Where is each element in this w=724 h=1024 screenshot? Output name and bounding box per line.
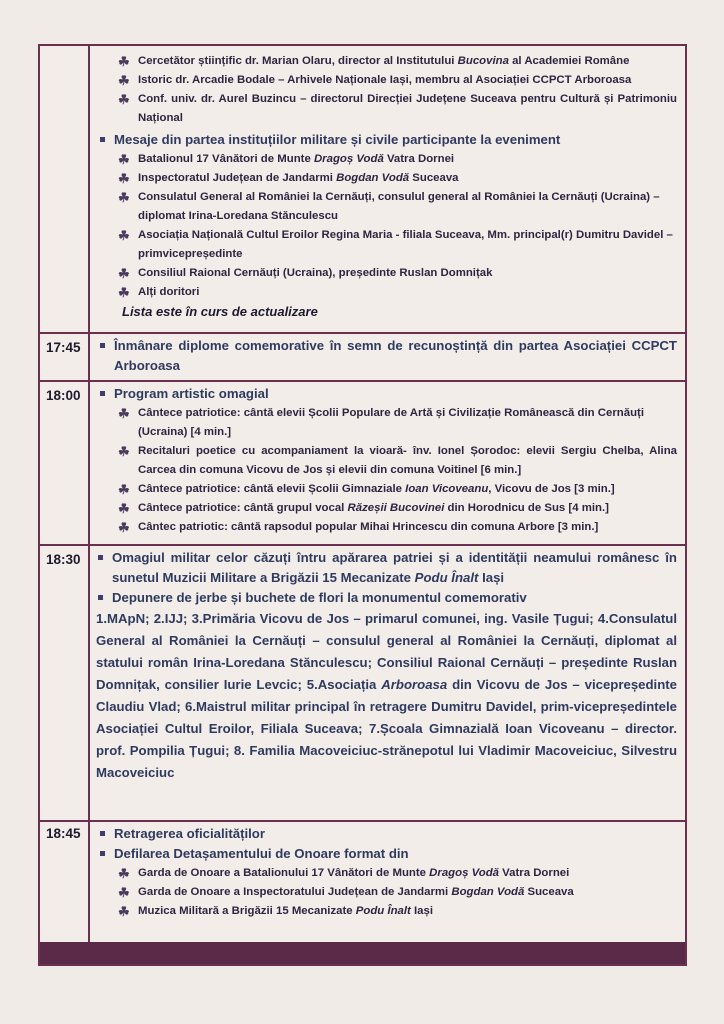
guard-2-italic: Bogdan Vodă: [451, 886, 525, 898]
tribute-item-1: [96, 548, 677, 588]
guard-2: Garda de Onoare a Inspectoratului Județean de Jandarmi: [138, 886, 452, 898]
scroll-bullet-icon: ☘: [118, 54, 130, 69]
tribute-italic: Podu Înalt: [414, 570, 479, 585]
artistic-item-1: Cântece patriotice: cântă elevii Școlii Populare de Artă și Civilizație Românească din Cernăuți (Ucraina) [4 min.]: [138, 407, 644, 438]
artistic-item-4-end: din Horodnicu de Sus [4 min.]: [444, 502, 609, 514]
guard-3: Muzica Militară a Brigăzii 15 Mecanizate: [138, 905, 356, 917]
row-1830: [40, 544, 685, 822]
speaker-1-italic: Bucovina: [457, 55, 509, 67]
row-1845: [40, 820, 685, 946]
retreat-content: [98, 824, 677, 921]
speaker-2: Istoric dr. Arcadie Bodale – Arhivele Naționale Iași, membru al Asociației CCPCT Arboroasa: [138, 74, 632, 86]
tribute-item-2: Depunere de jerbe și buchete de flori la monumentul comemorativ: [96, 588, 677, 608]
time-1845: 18:45: [46, 826, 81, 841]
message-1-end: Vatra Dornei: [383, 153, 455, 165]
wreaths-text-b: din Vicovu de Jos – vicepreședinte Claudiu Vlad; 6.Maistrul militar principal în retragere Dumitru Davidel, prim-vicepreședintele Asociației Cultul Eroilor, Filiala Suceava; 7.Școala Gimnazială Ioan Vicoveanu – director. prof. Pompilia Țugui; 8. Familia Macoveiciuc-strănepotul lui Vladimir Macoveiciuc, Silvestru Macoveiciuc: [96, 677, 677, 780]
list-update-note: Lista este în curs de actualizare: [122, 304, 318, 319]
time-1800: 18:00: [46, 388, 81, 403]
artistic-item-3-italic: Ioan Vicoveanu: [405, 483, 489, 495]
wreaths-italic: Arboroasa: [381, 677, 448, 692]
wreaths-text-a: 1.MApN; 2.IJJ; 3.Primăria Vicovu de Jos – primarul comunei, ing. Vasile Țugui; 4.Consulatul General al României la Cernăuți – consulul general al României la Cernăuți, diplomat al statului român Irina-Loredana Stănculescu; Consiliul Raional Cernăuți – președinte Ruslan Domnițak, consilier Iurie Levcic; 5.Asociația: [96, 611, 677, 692]
artistic-item-3-end: , Vicovu de Jos [3 min.]: [488, 483, 615, 495]
scroll-bullet-icon: ☘: [118, 285, 130, 300]
message-2-italic: Bogdan Vodă: [336, 172, 410, 184]
message-1: Batalionul 17 Vânători de Munte: [138, 153, 314, 165]
scroll-bullet-icon: ☘: [118, 190, 130, 205]
artistic-item-5: Cântec patriotic: cântă rapsodul popular Mihai Hrincescu din comuna Arbore [3 min.]: [138, 521, 599, 533]
tribute-end: Iași: [478, 570, 505, 585]
tribute-content: [96, 548, 677, 784]
scroll-bullet-icon: ☘: [118, 885, 130, 900]
artistic-content: [98, 384, 677, 537]
time-1745: 17:45: [46, 340, 81, 355]
guard-1: Garda de Onoare a Batalionului 17 Vânători de Munte: [138, 867, 430, 879]
parade-item: Defilarea Detașamentului de Onoare format din: [98, 844, 677, 864]
message-2-end: Suceava: [409, 172, 459, 184]
tribute-text: Omagiul militar celor căzuți întru apărarea patriei și a identității neamului românesc în sunetul Muzicii Militare a Brigăzii 15 Mecanizate: [112, 550, 677, 585]
artistic-item-4-italic: Răzeșii Bucovinei: [347, 502, 445, 514]
artistic-item-3: Cântece patriotice: cântă elevii Școlii Gimnaziale: [138, 483, 406, 495]
scroll-bullet-icon: ☘: [118, 73, 130, 88]
diplomas-item: Înmânare diplome comemorative în semn de recunoștință din partea Asociației CCPCT Arboroasa: [98, 336, 677, 376]
message-1-italic: Dragoș Vodă: [313, 153, 384, 165]
diplomas-content: [98, 336, 677, 376]
row-1800: [40, 380, 685, 546]
scroll-bullet-icon: ☘: [118, 228, 130, 243]
scroll-bullet-icon: ☘: [118, 152, 130, 167]
guard-2-end: Suceava: [524, 886, 574, 898]
time-1830: 18:30: [46, 552, 81, 567]
row-speakers: [40, 46, 685, 334]
scroll-bullet-icon: ☘: [118, 904, 130, 919]
scroll-bullet-icon: ☘: [118, 171, 130, 186]
scroll-bullet-icon: ☘: [118, 520, 130, 535]
message-6: Alți doritori: [138, 286, 200, 298]
retreat-item: Retragerea oficialităților: [98, 824, 677, 844]
guard-1-italic: Dragoș Vodă: [429, 867, 500, 879]
speaker-3: Conf. univ. dr. Aurel Buzincu – directorul Direcției Județene Suceava pentru Cultură și Patrimoniu Național: [138, 93, 677, 124]
guard-3-end: Iași: [410, 905, 433, 917]
scroll-bullet-icon: ☘: [118, 501, 130, 516]
row-1745: [40, 332, 685, 382]
scroll-bullet-icon: ☘: [118, 444, 130, 459]
scroll-bullet-icon: ☘: [118, 406, 130, 421]
scroll-bullet-icon: ☘: [118, 266, 130, 281]
speakers-content: [98, 52, 677, 322]
message-4: Asociația Națională Cultul Eroilor Regina Maria - filiala Suceava, Mm. principal(r) Dumitru Davidel – primvicepreședinte: [138, 229, 673, 260]
wreaths-paragraph: [96, 608, 677, 784]
artistic-item-2: Recitaluri poetice cu acompaniament la vioară- înv. Ionel Șorodoc: elevii Sergiu Chelba, Alina Carcea din comuna Vicovu de Jos și elevii din comuna Voitinel [6 min.]: [138, 445, 677, 476]
program-table: [38, 44, 687, 966]
footer-band: [40, 942, 685, 964]
scroll-bullet-icon: ☘: [118, 866, 130, 881]
scroll-bullet-icon: ☘: [118, 92, 130, 107]
speaker-1-end: al Academiei Române: [508, 55, 630, 67]
guard-1-end: Vatra Dornei: [499, 867, 570, 879]
artistic-title: Program artistic omagial: [98, 384, 677, 404]
speaker-1: Cercetător științific dr. Marian Olaru, director al Institutului: [138, 55, 458, 67]
guard-3-italic: Podu Înalt: [355, 905, 411, 917]
message-5: Consiliul Raional Cernăuți (Ucraina), președinte Ruslan Domnițak: [138, 267, 493, 279]
message-3: Consulatul General al României la Cernăuți, consulul general al României la Cernăuți (Ucraina) – diplomat Irina-Loredana Stănculescu: [138, 191, 660, 222]
message-2: Inspectoratul Județean de Jandarmi: [138, 172, 337, 184]
messages-title: Mesaje din partea instituțiilor militare și civile participante la eveniment: [98, 130, 677, 150]
scroll-bullet-icon: ☘: [118, 482, 130, 497]
artistic-item-4: Cântece patriotice: cântă grupul vocal: [138, 502, 348, 514]
